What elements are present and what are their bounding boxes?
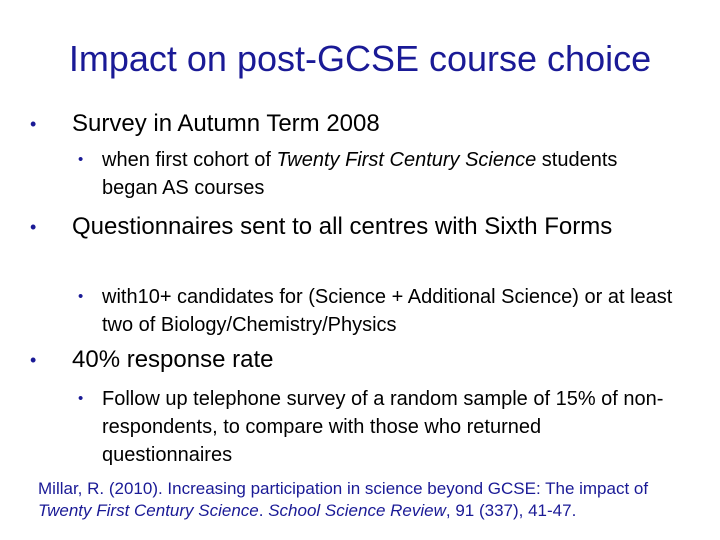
bullet-2-sub-1 [78, 283, 702, 339]
bullet-2 [30, 213, 652, 241]
bullet-3-text: 40% response rate [72, 346, 274, 373]
bullet-dot-icon: • [30, 217, 37, 237]
slide-title: Impact on post-GCSE course choice [68, 38, 652, 79]
bullet-dot-icon: • [30, 350, 37, 370]
sub-bullet-dot-icon: • [78, 151, 84, 168]
bullet-2-text: Questionnaires sent to all centres with Sixth Forms [72, 213, 613, 240]
ref-part-1: Millar, R. (2010). Increasing participation in science beyond GCSE: The impact of [38, 479, 649, 498]
ref-italic-2: School Science Review [268, 501, 446, 520]
sub-text-pre: when first cohort of [102, 149, 277, 171]
ref-part-2: . [258, 501, 269, 520]
ref-part-3: , 91 (337), 41-47. [445, 501, 577, 520]
sub-text-italic: Twenty First Century Science [276, 149, 537, 171]
sub-text: with10+ candidates for (Science + Additional Science) or at least two of Biology/Chemistry/Physics [102, 286, 673, 336]
bullet-dot-icon: • [30, 114, 37, 134]
sub-text: Follow up telephone survey of a random sample of 15% of non-respondents, to compare with those who returned questionnaires [102, 388, 664, 466]
reference-citation [38, 478, 698, 522]
sub-bullet-dot-icon: • [78, 288, 84, 305]
ref-italic-1: Twenty First Century Science [38, 501, 259, 520]
bullet-1-text: Survey in Autumn Term 2008 [72, 110, 380, 137]
sub-text-post: students began AS courses [102, 149, 618, 199]
bullet-3 [30, 346, 692, 374]
bullet-1-sub-1 [78, 146, 662, 202]
bullet-3-sub-1 [78, 385, 672, 469]
sub-bullet-dot-icon: • [78, 390, 84, 407]
bullet-1 [30, 110, 692, 138]
